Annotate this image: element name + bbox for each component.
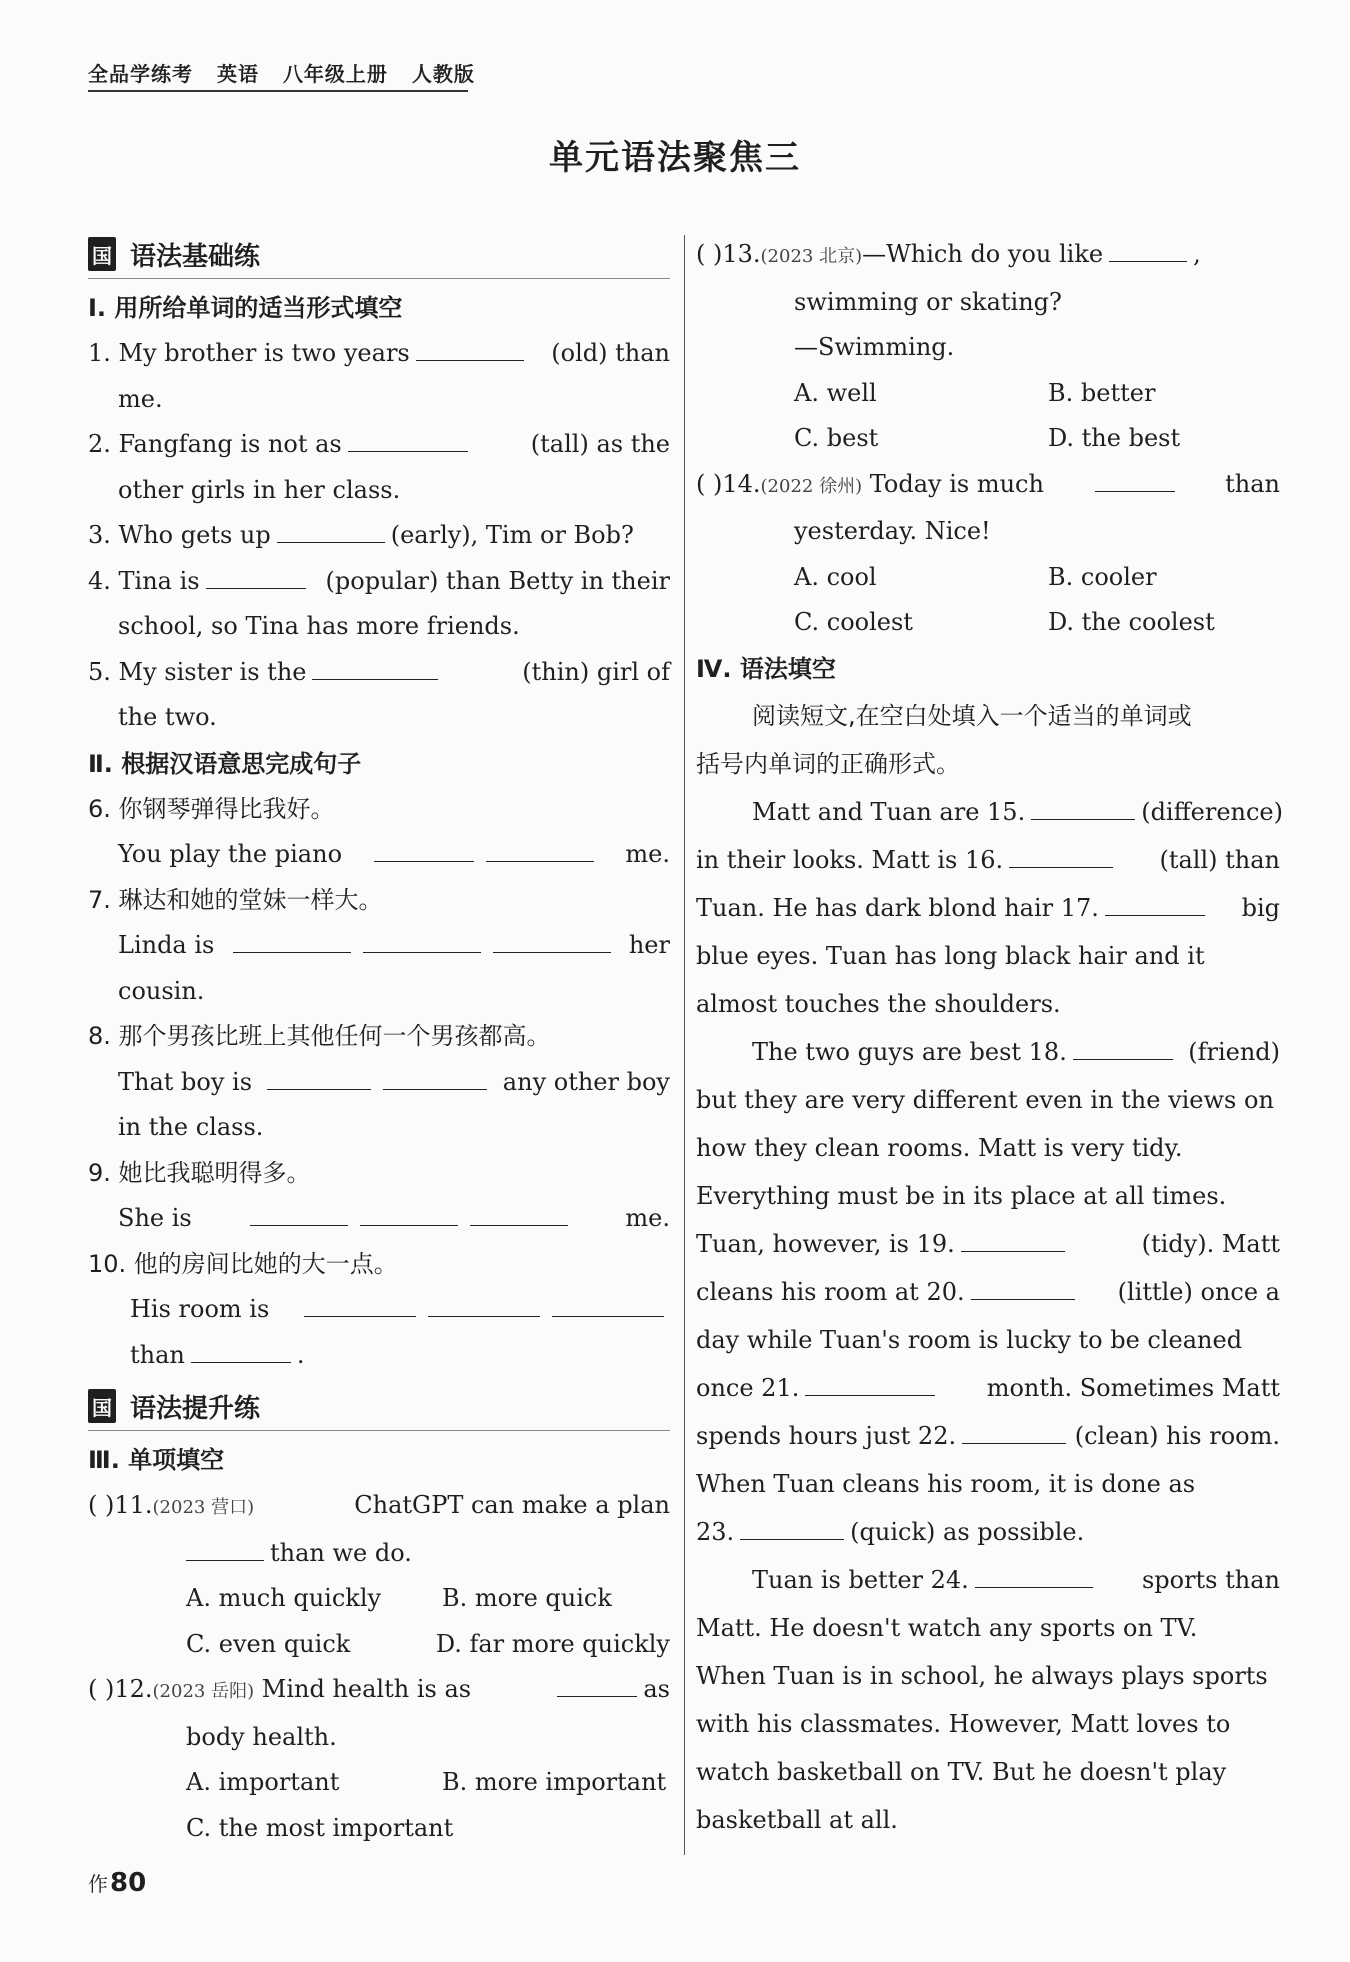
p2-t0: The two guys are best 18. [752, 1037, 1067, 1066]
q13-cont: swimming or skating? [794, 287, 1062, 316]
q9-text: She is [118, 1204, 192, 1232]
q7-text: Linda is [118, 931, 215, 959]
q4-text: 4. Tina is [88, 566, 200, 595]
question-11-cont [88, 1531, 670, 1577]
q12-num: ( )12. [88, 1675, 153, 1703]
instruction-line-2: 括号内单词的正确形式。 [696, 749, 960, 778]
p3-line-2: Matt. He doesn't watch any sports on TV. [696, 1613, 1198, 1642]
q13-blank[interactable] [1109, 237, 1187, 262]
p2-t16: (quick) as possible. [850, 1517, 1085, 1546]
q11-blank[interactable] [186, 1536, 264, 1561]
q5-text: 5. My sister is the [88, 657, 307, 686]
q1-hint: (old) than [551, 339, 670, 367]
p2-line-6 [696, 1268, 1280, 1316]
q13-options-2 [696, 416, 1280, 462]
p2-line-5 [696, 1220, 1280, 1268]
q14-option-b[interactable]: B. cooler [1048, 562, 1157, 591]
question-14 [696, 462, 1280, 510]
q11-option-a[interactable]: A. much quickly [186, 1584, 382, 1612]
part3-heading: Ⅲ. 单项填空 [88, 1446, 225, 1474]
q11-cont: than we do. [270, 1538, 412, 1567]
p1-t1: (difference) [1141, 797, 1283, 826]
section-advanced-heading [88, 1382, 670, 1431]
q13-text: —Which do you like [862, 240, 1104, 268]
p1-line-1 [696, 788, 1283, 836]
q1-cont: me. [118, 384, 163, 413]
q12-option-c[interactable]: C. the most important [186, 1813, 454, 1842]
p3-line-4: with his classmates. However, Matt loves to [696, 1709, 1231, 1738]
q8-cont: in the class. [118, 1113, 264, 1141]
q14-option-c[interactable]: C. coolest [794, 608, 913, 636]
page-title: 单元语法聚焦三 [549, 138, 801, 178]
p3-line-3: When Tuan is in school, he always plays sports [696, 1661, 1268, 1690]
blank-23[interactable] [740, 1515, 844, 1540]
section-title: 语法提升练 [130, 1393, 261, 1424]
p2-line-3: how they clean rooms. Matt is very tidy. [696, 1133, 1183, 1162]
p2-line-4: Everything must be in its place at all times. [696, 1181, 1227, 1210]
q3-text: 3. Who gets up [88, 521, 271, 549]
q14-option-a[interactable]: A. cool [794, 562, 877, 591]
q10-chinese: 10. 他的房间比她的大一点。 [88, 1249, 398, 1278]
grade: 八年级上册 [282, 62, 388, 86]
q8-end: any other boy [502, 1067, 670, 1096]
book-name: 全品学练考 [88, 62, 193, 86]
p2-t5: Tuan, however, is 19. [696, 1229, 955, 1258]
q14-options-2 [696, 600, 1280, 646]
q7-blank-2[interactable] [363, 928, 481, 953]
p3-t0: Tuan is better 24. [752, 1565, 969, 1594]
p2-line-1 [696, 1028, 1280, 1076]
right-column [696, 232, 1283, 1844]
q9-blank-1[interactable] [250, 1201, 348, 1226]
q13-option-b[interactable]: B. better [1048, 378, 1156, 407]
p2-t7: cleans his room at 20. [696, 1277, 965, 1306]
blank-19[interactable] [961, 1227, 1065, 1252]
q13-source: (2023 北京) [760, 246, 863, 267]
p3-line-1 [696, 1556, 1280, 1604]
p2-t11: month. Sometimes Matt [986, 1373, 1280, 1402]
q9-chinese: 9. 她比我聪明得多。 [88, 1158, 311, 1187]
p2-line-11 [696, 1508, 1280, 1556]
question-9 [88, 1196, 670, 1242]
q12-cont: body health. [186, 1722, 337, 1751]
p2-t15: 23. [696, 1517, 735, 1546]
q6-blank-1[interactable] [374, 837, 474, 862]
page-prefix: 作 [88, 1872, 108, 1896]
blank-18[interactable] [1073, 1035, 1173, 1060]
p1-line-2 [696, 836, 1280, 884]
q10-text: His room is [130, 1295, 270, 1323]
q10-blank-3[interactable] [552, 1292, 664, 1317]
q6-chinese: 6. 你钢琴弹得比我好。 [88, 794, 335, 823]
part4-heading: Ⅳ. 语法填空 [696, 654, 836, 683]
p1-t2: in their looks. Matt is 16. [696, 845, 1004, 874]
p2-t8: (little) once a [1117, 1277, 1280, 1306]
q12-source: (2023 岳阳) [152, 1681, 255, 1702]
q1-blank[interactable] [416, 336, 524, 361]
blank-20[interactable] [971, 1275, 1075, 1300]
page-number-value: 80 [110, 1868, 147, 1898]
q8-blank-1[interactable] [267, 1065, 371, 1090]
q14-blank[interactable] [1095, 467, 1175, 492]
p2-line-9 [696, 1412, 1280, 1460]
q8-chinese: 8. 那个男孩比班上其他任何一个男孩都高。 [88, 1022, 551, 1050]
edition: 人教版 [411, 62, 475, 86]
q2-blank[interactable] [348, 427, 468, 452]
p1-line-4: blue eyes. Tuan has long black hair and it [696, 941, 1205, 970]
blank-21[interactable] [805, 1371, 935, 1396]
q11-text: ChatGPT can make a plan [354, 1491, 670, 1519]
q10-blank-4[interactable] [191, 1338, 291, 1363]
q10-blank-2[interactable] [428, 1292, 540, 1317]
column-divider [684, 235, 685, 1855]
question-12 [88, 1667, 670, 1715]
p1-t3: (tall) than [1159, 845, 1280, 874]
question-13 [696, 232, 1280, 280]
subject: 英语 [216, 62, 259, 86]
q14-text: Today is much [869, 469, 1044, 498]
left-column [88, 230, 670, 1851]
q7-cont: cousin. [118, 976, 205, 1005]
q3-hint: (early), Tim or Bob? [390, 521, 634, 549]
p1-t0: Matt and Tuan are 15. [752, 797, 1026, 826]
p2-line-7: day while Tuan's room is lucky to be cleaned [696, 1325, 1243, 1354]
q8-text: That boy is [118, 1067, 253, 1096]
q7-blank-1[interactable] [233, 928, 351, 953]
q12-option-b[interactable]: B. more important [442, 1768, 667, 1796]
section-icon: 国 [88, 237, 116, 271]
blank-15[interactable] [1031, 795, 1135, 820]
p2-line-10: When Tuan cleans his room, it is done as [696, 1469, 1196, 1498]
q14-cont: yesterday. Nice! [794, 517, 991, 545]
question-6 [88, 832, 670, 878]
q11-option-d[interactable]: D. far more quickly [435, 1629, 670, 1658]
question-4 [88, 559, 670, 605]
q5-hint: (thin) girl of [522, 657, 670, 686]
q11-num: ( )11. [88, 1491, 153, 1519]
q7-blank-3[interactable] [493, 928, 611, 953]
section-icon: 国 [88, 1389, 116, 1423]
q5-blank[interactable] [312, 655, 438, 680]
blank-22[interactable] [962, 1419, 1066, 1444]
q4-hint: (popular) than Betty in their [325, 566, 670, 595]
q12-options-1 [88, 1760, 670, 1806]
p2-t10: once 21. [696, 1373, 800, 1402]
q10-blank-1[interactable] [304, 1292, 416, 1317]
q4-blank[interactable] [206, 564, 306, 589]
q5-cont: the two. [118, 703, 217, 731]
q9-end: me. [625, 1204, 670, 1232]
q14-source: (2022 徐州) [760, 475, 863, 497]
q13-option-c[interactable]: C. best [794, 424, 879, 452]
question-8 [88, 1060, 670, 1106]
question-10 [88, 1287, 670, 1333]
p2-t6: (tidy). Matt [1141, 1229, 1280, 1258]
section-title: 语法基础练 [130, 241, 261, 272]
q1-text: 1. My brother is two years [88, 339, 410, 367]
question-10-cont [88, 1333, 670, 1379]
q7-end: her [628, 931, 670, 959]
p1-t4: Tuan. He has dark blond hair 17. [696, 893, 1099, 922]
q14-num: ( )14. [696, 469, 761, 498]
q10-period: . [296, 1340, 305, 1369]
q12-text: Mind health is as [261, 1675, 472, 1703]
question-1 [88, 331, 670, 377]
q13-answer: —Swimming. [794, 333, 955, 361]
q14-than: than [1225, 469, 1280, 498]
question-7 [88, 923, 670, 969]
q11-options-1 [88, 1576, 670, 1622]
passage [696, 788, 1283, 1844]
q11-option-c[interactable]: C. even quick [186, 1629, 351, 1658]
q6-end: me. [625, 840, 670, 868]
q13-option-d[interactable]: D. the best [1048, 424, 1181, 452]
p3-line-5: watch basketball on TV. But he doesn't play [696, 1757, 1227, 1786]
q10-than: than [130, 1340, 185, 1369]
q14-option-d[interactable]: D. the coolest [1048, 608, 1215, 636]
q6-text: You play the piano [118, 840, 343, 868]
p1-line-3 [696, 884, 1280, 932]
blank-16[interactable] [1009, 843, 1113, 868]
p1-line-5: almost touches the shoulders. [696, 989, 1061, 1018]
q13-num: ( )13. [696, 240, 761, 268]
q2-hint: (tall) as the [530, 430, 670, 458]
p2-line-8 [696, 1364, 1280, 1412]
q12-option-a[interactable]: A. important [186, 1768, 340, 1796]
q6-blank-2[interactable] [486, 837, 594, 862]
q11-options-2 [88, 1622, 670, 1668]
q7-chinese: 7. 琳达和她的堂妹一样大。 [88, 885, 383, 914]
p2-t13: (clean) his room. [1074, 1421, 1280, 1450]
blank-24[interactable] [975, 1563, 1093, 1588]
q14-options-1 [696, 555, 1280, 601]
q13-comma: , [1193, 240, 1201, 268]
q2-cont: other girls in her class. [118, 475, 401, 504]
q9-blank-2[interactable] [360, 1201, 458, 1226]
q8-blank-2[interactable] [383, 1065, 487, 1090]
q12-blank[interactable] [557, 1672, 637, 1697]
book-header [88, 58, 491, 87]
blank-17[interactable] [1105, 891, 1205, 916]
part2-heading: Ⅱ. 根据汉语意思完成句子 [88, 749, 362, 778]
q2-text: 2. Fangfang is not as [88, 430, 342, 458]
instruction-line-1: 阅读短文,在空白处填入一个适当的单词或 [752, 701, 1192, 730]
part1-heading: Ⅰ. 用所给单词的适当形式填空 [88, 294, 403, 322]
question-11 [88, 1483, 670, 1531]
section-basic-heading [88, 230, 670, 279]
p2-line-2: but they are very different even in the views on [696, 1085, 1274, 1114]
p3-line-6: basketball at all. [696, 1805, 898, 1834]
q13-options-1 [696, 371, 1280, 417]
q12-as: as [643, 1675, 670, 1703]
p1-t5: big [1241, 893, 1280, 922]
page-number [88, 1868, 146, 1898]
q9-blank-3[interactable] [470, 1201, 568, 1226]
question-2 [88, 422, 670, 468]
q13-option-a[interactable]: A. well [794, 378, 877, 407]
q11-option-b[interactable]: B. more quick [442, 1584, 612, 1612]
q3-blank[interactable] [277, 518, 385, 543]
q4-cont: school, so Tina has more friends. [118, 612, 520, 640]
question-3 [88, 513, 670, 559]
p3-t1: sports than [1141, 1565, 1280, 1594]
q11-source: (2023 营口) [152, 1497, 255, 1518]
question-5 [88, 650, 670, 696]
p2-t1: (friend) [1188, 1037, 1280, 1066]
p2-t12: spends hours just 22. [696, 1421, 957, 1450]
header-rule [88, 90, 468, 92]
